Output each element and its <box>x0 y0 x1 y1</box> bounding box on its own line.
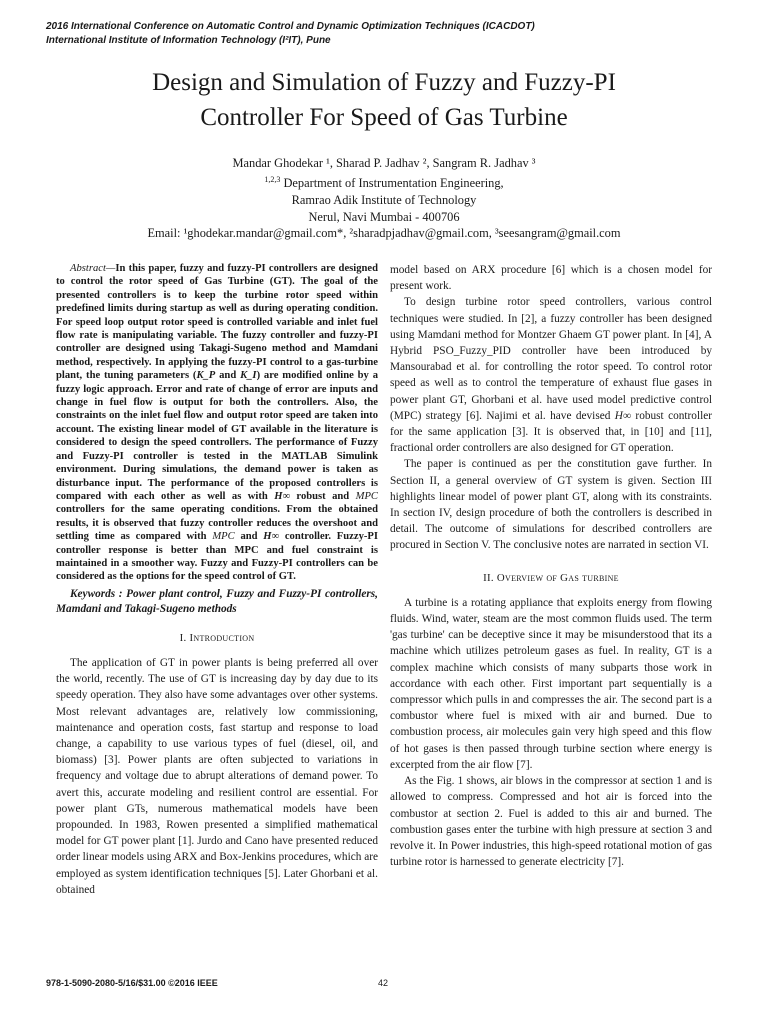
abstract-text-2: ) are modified online by a fuzzy logic approach. Error and rate of change of error are inputs and change in fuel flow is output for both the controllers. Also, the constraints on the inlet fuel flow and output rotor speed are taken into account. The existing linear model of GT available in the literature is considered to design the speed controllers. The performance of Fuzzy and Fuzzy-PI controller is tested in the MATLAB Simulink environment. During simulations, the demand power is taken as disturbance input. The performance of the proposed controllers is compared with each other as well as with <box>56 370 378 502</box>
abstract <box>56 262 378 584</box>
abstract-label <box>70 263 115 274</box>
abstract-mpc-symbol-2: MPC <box>212 531 235 543</box>
footer-page-number: 42 <box>378 978 389 988</box>
abstract-text-1: In this paper, fuzzy and fuzzy-PI controllers are designed to control the rotor speed of Gas Turbine (GT). The goal of the presented controllers is to keep the turbine rotor speed within predefined limits during startup as well as during operating condition. For speed loop output rotor speed is controlled variable and inlet fuel flow rate is manipulating variable. The fuzzy controller and fuzzy-PI controller are designed using Takagi-Sugeno method and Mamdani method, respectively. In applying the fuzzy-PI control to a gas-turbine plant, the tuning parameters ( <box>56 263 378 382</box>
intro-paragraph-2-text-b: robust controller for the same application [3]. It is observed that, in [10] and [11], fractional order controllers are also designed for GT operation. <box>390 409 712 455</box>
affiliation-institute: Ramrao Adik Institute of Technology <box>291 192 477 207</box>
abstract-kp-symbol: K_P <box>196 370 216 382</box>
intro-paragraph-3: The paper is continued as per the constitution gave further. In Section II, a general overview of GT system is given. Section III highlights linear model of power plant GT, along with its constraints. In section IV, design procedure of both the controllers is described in detail. The outcome of simulations for described controllers are procured in Section V. The conclusive notes are narrated in section VI. <box>390 458 712 552</box>
abstract-hinf-symbol: H∞ <box>274 490 290 502</box>
paper-title-line-1: Design and Simulation of Fuzzy and Fuzzy-PI <box>152 69 616 96</box>
left-column <box>56 262 378 898</box>
intro-paragraph-2-text-a: To design turbine rotor speed controllers, various control techniques were studied. In [2], a fuzzy controller has been designed using Mamdani method for Montzer Ghaem GT power plant. In [4], A Hybrid PSO_Fuzzy_PID controller have been introduced by Mansourabad et al. for controlling the rotor speed. To control rotor speed as well as to control the temperature of exhaust flue gases in power plant GT, Ghorbani et al. have used model predictive control (MPC) strategy [6]. Najimi et al. have devised <box>390 296 712 422</box>
overview-paragraph-2: As the Fig. 1 shows, air blows in the compressor at section 1 and is allowed to compress. Compressed and hot air is forced into the combustor at section 2. Fuel is added to this air and burned. The combustion gases enter the turbine with high pressure at section 3 and revolve it. In Power industries, this high-speed rotational motion of gas turbine rotor is harnessed to generate electricity [7]. <box>390 775 712 869</box>
abstract-and: and <box>215 370 241 382</box>
affiliation-location: Nerul, Navi Mumbai - 400706 <box>308 209 460 224</box>
affiliation-department-text: Department of Instrumentation Engineering, <box>280 175 504 190</box>
conference-institute: International Institute of Information Technology (I²IT), Pune <box>46 35 331 46</box>
abstract-text-3: robust and <box>290 490 356 502</box>
keywords: Keywords : Power plant control, Fuzzy and Fuzzy-PI controllers, Mamdani and Takagi-Sugeno methods <box>56 587 378 615</box>
overview-paragraph-1: A turbine is a rotating appliance that exploits energy from flowing fluids. Wind, water, steam are the most common fluids used. The term 'gas turbine' can be deceptive since it may be misunderstood that its a machine which utilizes petroleum gases as fuel. In reality, GT is a complex machine which consists of many subparts those work in accordance with each other. First important part sequentially is a compressor which pulls in and compresses the air. The second part is a combustor where fuel is mixed with air and burned. Due to combustion process, air molecules gain very high speed and this flow of hot gases is then passed through turbine section where energy is excerpted from the air flow [7]. <box>390 596 712 771</box>
author-block <box>60 155 708 242</box>
footer-isbn: 978-1-5090-2080-5/16/$31.00 ©2016 IEEE <box>46 978 218 988</box>
abstract-text-5: and <box>234 531 264 543</box>
conference-name: 2016 International Conference on Automatic Control and Dynamic Optimization Techniques (ICACDOT) <box>46 21 535 32</box>
section-2-heading <box>390 570 712 586</box>
section-2-numeral: II. <box>483 571 494 584</box>
abstract-text-6: controller. Fuzzy-PI controller response is better than MPC and fuel constraint is maintained in a smoother way. Fuzzy and Fuzzy-PI controllers can be considered as the options for the speed control of GT. <box>56 531 378 583</box>
abstract-mpc-symbol: MPC <box>355 490 378 502</box>
intro-hinf-symbol: H∞ <box>614 409 632 422</box>
paper-title-line-2: Controller For Speed of Gas Turbine <box>200 104 568 131</box>
affiliation-department <box>60 172 708 192</box>
abstract-text-4: controllers for the same operating conditions. From the obtained results, it is observed that fuzzy controller reduces the overshoot and settling time as compared with <box>56 504 378 543</box>
section-1-heading <box>56 630 378 646</box>
abstract-dash: — <box>105 263 116 274</box>
abstract-hinf-symbol-2: H∞ <box>263 531 280 543</box>
right-column <box>390 262 712 870</box>
intro-continuation: model based on ARX procedure [6] which is a chosen model for present work. <box>390 264 712 293</box>
paper-title <box>60 65 708 135</box>
intro-paragraph: The application of GT in power plants is being preferred all over the world, recently. The use of GT is increasing day by day due to its speedy operation. They also have some advantages over other systems. Most relevant advantages are, relatively low commissioning, maintenance and operation costs, fast startup and response to load change, a capability to use various types of fuel (diesel, oil, and biomass) [3]. Power plants are often subjected to variations in frequency and voltage due to abrupt alterations of demand power. To avert this, accurate modeling and resilient control are essential. For power plant GTs, numerous mathematical models have been propounded. In 1983, Rowen presented a simplified mathematical model for GT power plant [1]. Jurdo and Cano have presented reduced order linear models using ARX and Box-Jenkins procedures, which are employed as system identification techniques [5]. Later Ghorbani et al. obtained <box>56 656 378 896</box>
author-emails: Email: ¹ghodekar.mandar@gmail.com*, ²sharadpjadhav@gmail.com, ³seesangram@gmail.com <box>147 226 621 241</box>
section-2-title: Overview of Gas turbine <box>496 571 619 584</box>
author-names: Mandar Ghodekar ¹, Sharad P. Jadhav ², Sangram R. Jadhav ³ <box>232 156 536 170</box>
intro-paragraph-2 <box>390 294 712 456</box>
abstract-ki-symbol: K_I <box>240 370 257 382</box>
section-1-title: Introduction <box>189 631 255 644</box>
section-1-numeral: I. <box>179 631 187 644</box>
affiliation-superscript: 1,2,3 <box>264 174 281 184</box>
conference-header <box>46 20 726 48</box>
abstract-label-text: Abstract <box>70 263 106 274</box>
